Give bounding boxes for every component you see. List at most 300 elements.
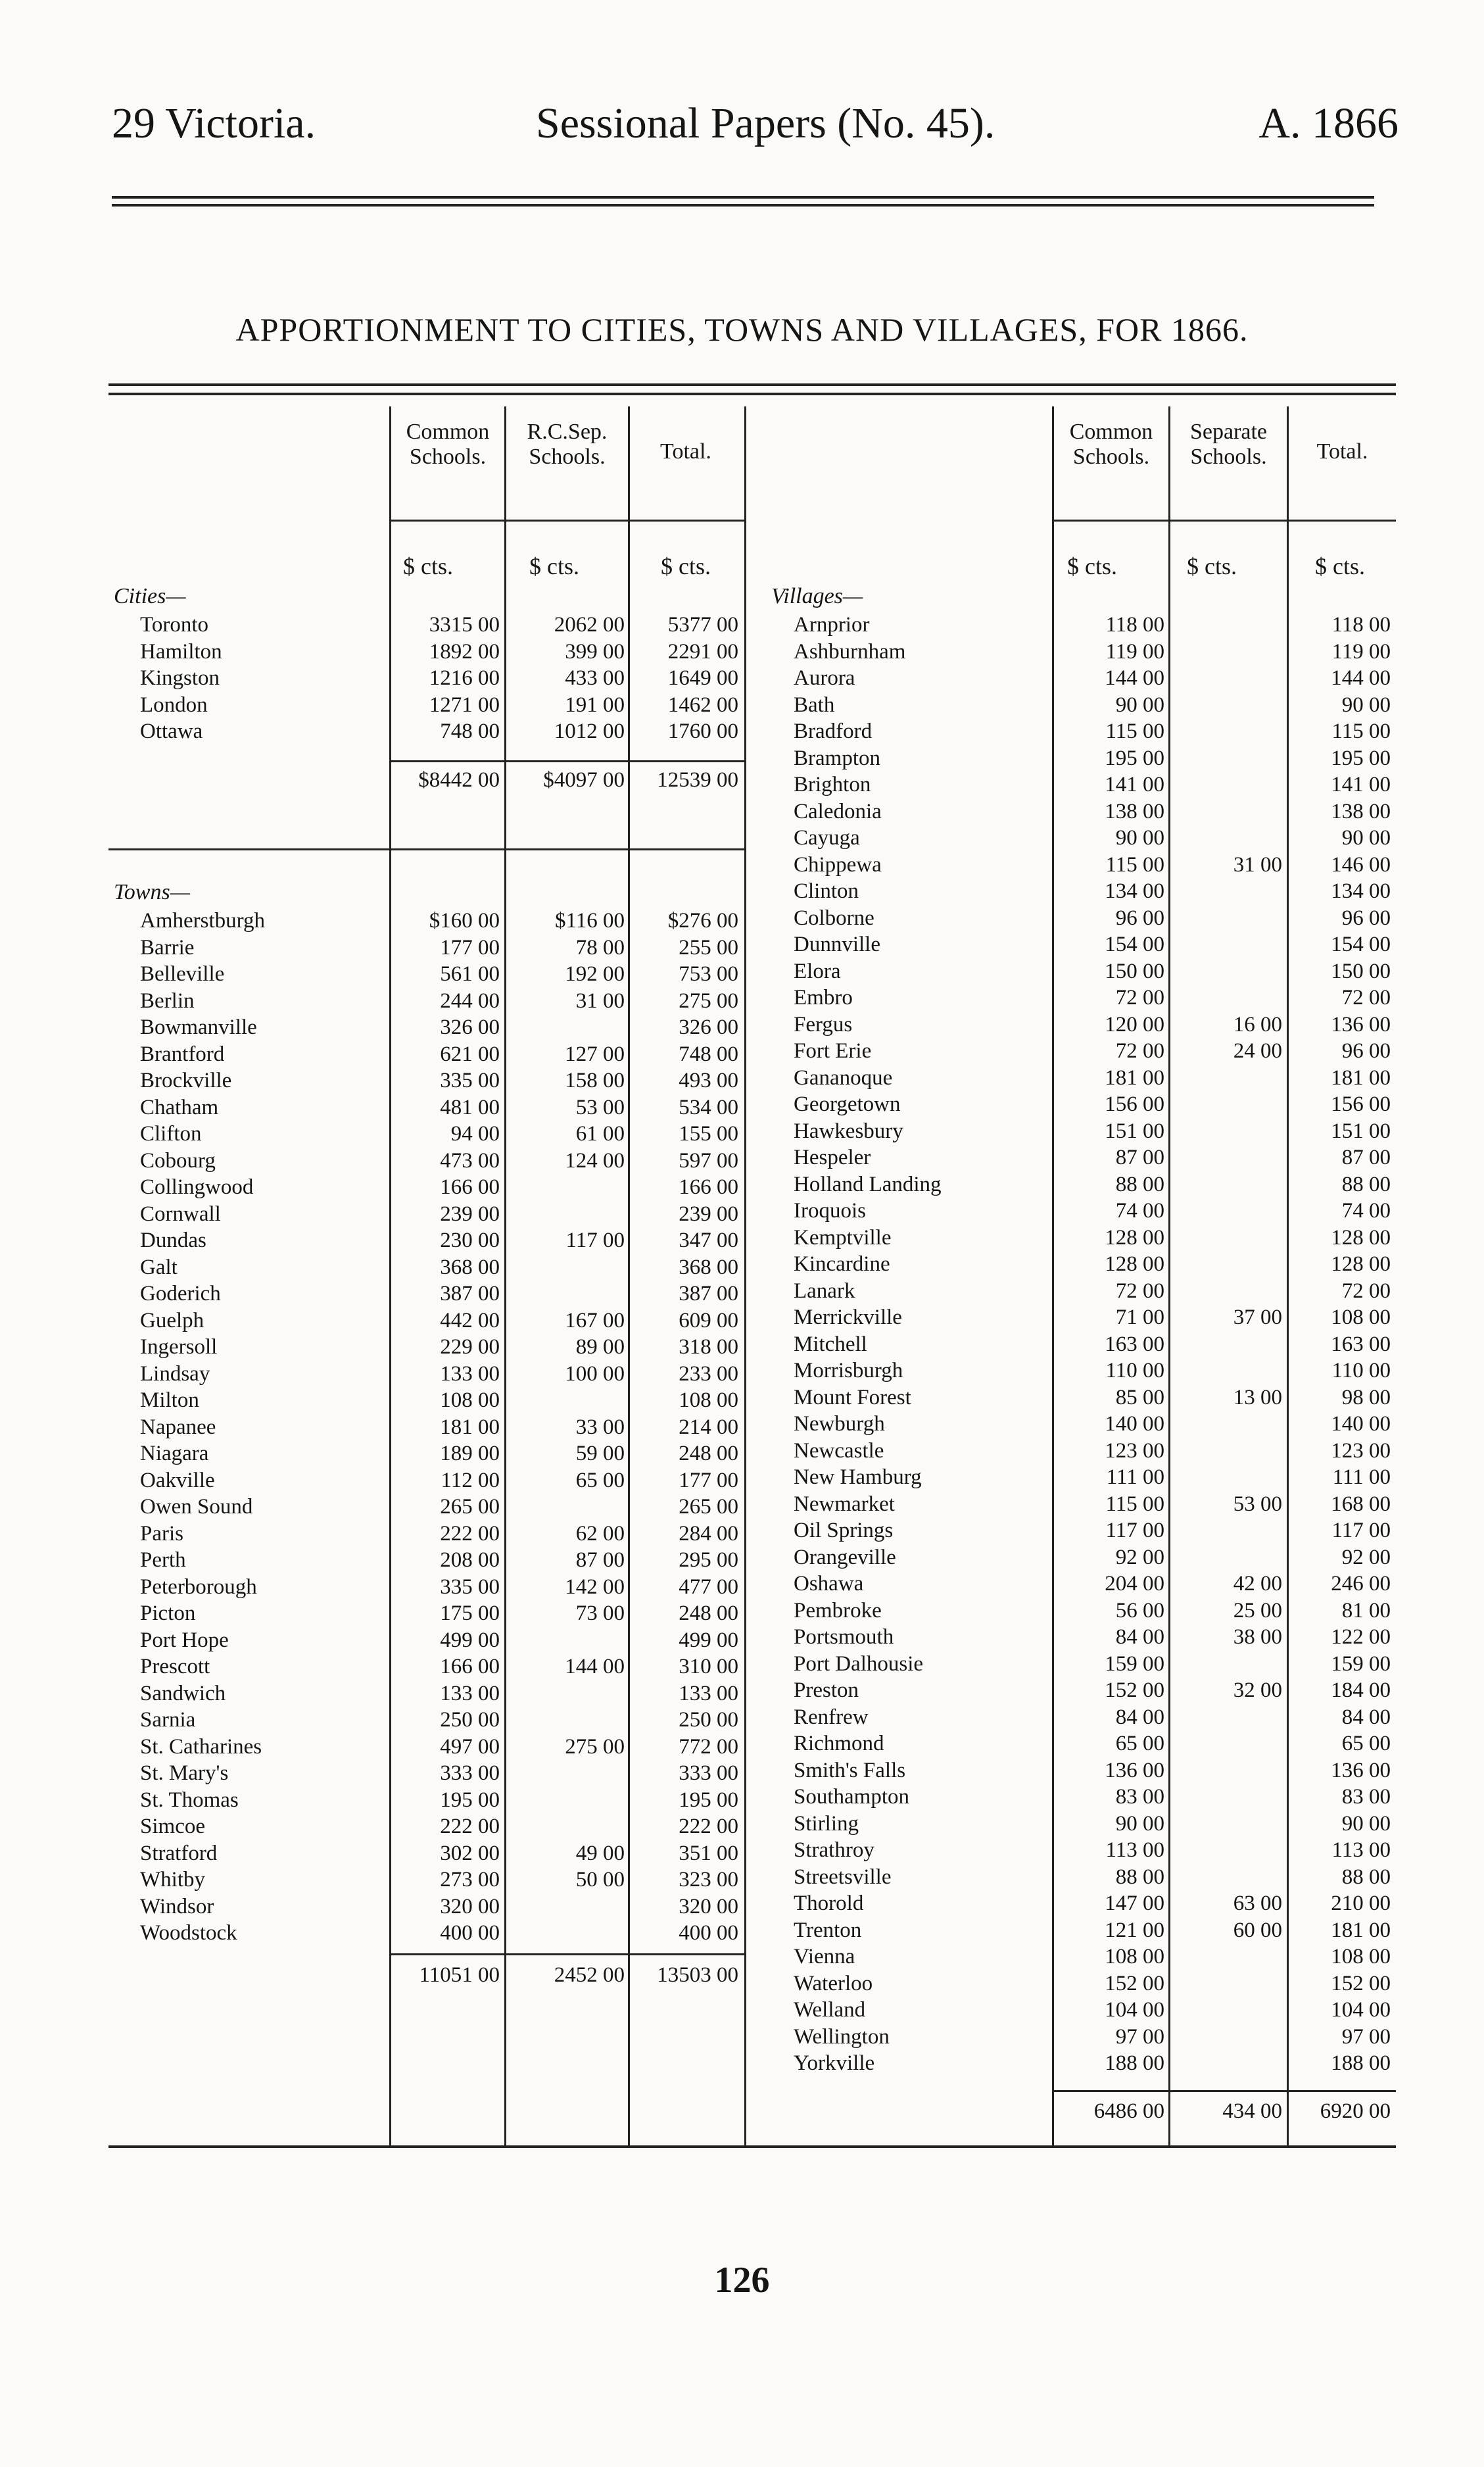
row-common: 144 00 — [1105, 666, 1164, 690]
table-row — [753, 1784, 1396, 1810]
row-total: 255 00 — [679, 935, 738, 960]
row-total: 239 00 — [679, 1202, 738, 1226]
row-name: Colborne — [794, 906, 874, 930]
row-common: 208 00 — [440, 1548, 500, 1572]
row-total: 597 00 — [679, 1148, 738, 1173]
row-total: 181 00 — [1331, 1065, 1391, 1090]
row-name: Bradford — [794, 720, 873, 743]
row-total: 152 00 — [1331, 1971, 1391, 1995]
row-name: Lanark — [794, 1279, 855, 1303]
table-row — [753, 1278, 1396, 1304]
row-common: 497 00 — [440, 1734, 500, 1759]
row-total: 387 00 — [679, 1282, 738, 1306]
row-name: Fort Erie — [794, 1039, 872, 1063]
col-header-common: Common Schools. — [406, 420, 490, 469]
row-total: 88 00 — [1341, 1172, 1391, 1196]
row-total: 168 00 — [1331, 1492, 1391, 1516]
table-row — [108, 1254, 744, 1281]
row-common: 65 00 — [1115, 1732, 1164, 1755]
row-total: 123 00 — [1331, 1438, 1391, 1463]
row-sep: 38 00 — [1233, 1625, 1282, 1649]
row-total: 90 00 — [1341, 693, 1391, 717]
row-total: 534 00 — [679, 1095, 738, 1119]
row-total: 368 00 — [679, 1255, 738, 1279]
row-total: 119 00 — [1331, 639, 1391, 664]
row-name: Georgetown — [794, 1092, 901, 1116]
row-name: Woodstock — [140, 1921, 237, 1945]
row-rc: 275 00 — [565, 1734, 625, 1759]
row-total: 156 00 — [1331, 1092, 1391, 1116]
row-sep: 37 00 — [1233, 1306, 1282, 1329]
row-rc: 192 00 — [565, 962, 625, 986]
table-row — [753, 1464, 1396, 1490]
table-row — [753, 1091, 1396, 1117]
row-total: 499 00 — [679, 1628, 738, 1652]
table-row — [753, 1411, 1396, 1437]
row-common: 120 00 — [1105, 1012, 1164, 1037]
row-name: Streetsville — [794, 1865, 892, 1889]
table-row — [753, 612, 1396, 638]
row-common: 133 00 — [440, 1681, 500, 1705]
table-row — [108, 1467, 744, 1494]
row-sep: 25 00 — [1233, 1598, 1282, 1623]
table-row — [753, 1598, 1396, 1624]
row-total: 265 00 — [679, 1495, 738, 1519]
row-common: 152 00 — [1105, 1971, 1164, 1995]
table-row — [753, 1331, 1396, 1357]
row-total: 108 00 — [1331, 1306, 1391, 1329]
row-common: 121 00 — [1105, 1918, 1164, 1942]
towns-total-common: 11051 00 — [419, 1963, 500, 1987]
row-rc: 33 00 — [575, 1415, 625, 1439]
row-name: Dundas — [140, 1229, 206, 1252]
row-name: Holland Landing — [794, 1172, 942, 1196]
unit-label: $ cts. — [1315, 553, 1365, 579]
row-common: 97 00 — [1115, 2024, 1164, 2049]
row-common: 499 00 — [440, 1628, 500, 1652]
row-common: $160 00 — [429, 909, 500, 933]
row-total: 214 00 — [679, 1415, 738, 1439]
table-row — [108, 1440, 744, 1467]
cities-total-row — [108, 767, 744, 793]
table-row — [108, 935, 744, 961]
row-total: 128 00 — [1331, 1225, 1391, 1250]
table-row — [108, 639, 744, 665]
row-name: Brockville — [140, 1069, 232, 1092]
table-row — [753, 1704, 1396, 1730]
row-name: Merrickville — [794, 1306, 902, 1329]
row-name: Newcastle — [794, 1438, 884, 1463]
row-total: 133 00 — [679, 1681, 738, 1705]
row-name: Collingwood — [140, 1175, 254, 1199]
row-rc: 127 00 — [565, 1042, 625, 1066]
row-total: 753 00 — [679, 962, 738, 986]
row-name: Galt — [140, 1255, 178, 1279]
cities-towns-table — [108, 406, 746, 2145]
table-row — [753, 1225, 1396, 1251]
row-total: 155 00 — [679, 1122, 738, 1146]
table-row — [108, 1201, 744, 1227]
row-total: 195 00 — [679, 1788, 738, 1812]
row-name: Smith's Falls — [794, 1758, 906, 1782]
row-name: Port Hope — [140, 1628, 229, 1652]
col-header-separate: Separate Schools. — [1189, 420, 1268, 469]
table-row — [753, 1544, 1396, 1571]
row-common: 94 00 — [450, 1122, 500, 1146]
table-row — [108, 1414, 744, 1440]
row-common: 320 00 — [440, 1894, 500, 1918]
row-name: Thorold — [794, 1892, 864, 1915]
row-common: 104 00 — [1105, 1998, 1164, 2022]
row-sep: 60 00 — [1233, 1918, 1282, 1942]
row-total: 90 00 — [1341, 1811, 1391, 1836]
section-rule — [108, 848, 746, 850]
row-common: 326 00 — [440, 1015, 500, 1039]
row-total: 140 00 — [1331, 1412, 1391, 1436]
row-name: New Hamburg — [794, 1465, 922, 1489]
table-row — [753, 1917, 1396, 1943]
row-name: Preston — [794, 1678, 859, 1702]
row-rc: 89 00 — [575, 1335, 625, 1359]
section-label-cities: Cities— — [114, 584, 186, 608]
row-total: $276 00 — [667, 909, 738, 933]
row-common: 177 00 — [440, 935, 500, 960]
row-name: Chippewa — [794, 852, 882, 877]
row-total: 233 00 — [679, 1361, 738, 1386]
row-common: 230 00 — [440, 1229, 500, 1252]
row-name: Ingersoll — [140, 1335, 218, 1359]
row-name: Iroquois — [794, 1199, 866, 1223]
col-header-total: Total. — [1316, 439, 1368, 464]
row-total: 326 00 — [679, 1015, 738, 1039]
table-row — [753, 1890, 1396, 1917]
row-total: 295 00 — [679, 1548, 738, 1572]
table-row — [753, 1038, 1396, 1064]
row-rc: 124 00 — [565, 1148, 625, 1173]
table-row — [108, 1148, 744, 1174]
row-name: Lindsay — [140, 1361, 210, 1386]
row-sep: 24 00 — [1233, 1039, 1282, 1063]
row-common: 400 00 — [440, 1921, 500, 1945]
row-name: Orangeville — [794, 1545, 896, 1569]
row-common: 151 00 — [1105, 1119, 1164, 1143]
table-row — [753, 1677, 1396, 1703]
table-row — [753, 931, 1396, 958]
table-row — [753, 1811, 1396, 1837]
table-row — [753, 2050, 1396, 2076]
row-common: 133 00 — [440, 1361, 500, 1386]
row-rc: 158 00 — [565, 1069, 625, 1092]
table-row — [108, 1707, 744, 1733]
row-common: 84 00 — [1115, 1705, 1164, 1729]
row-common: 222 00 — [440, 1521, 500, 1546]
table-row — [108, 692, 744, 718]
row-common: 481 00 — [440, 1095, 500, 1119]
row-total: 159 00 — [1331, 1651, 1391, 1676]
row-common: 239 00 — [440, 1202, 500, 1226]
row-total: 81 00 — [1341, 1598, 1391, 1623]
row-total: 72 00 — [1341, 986, 1391, 1010]
row-total: 108 00 — [679, 1388, 738, 1412]
table-row — [108, 612, 744, 638]
row-common: 88 00 — [1115, 1172, 1164, 1196]
row-common: 87 00 — [1115, 1146, 1164, 1169]
row-common: 159 00 — [1105, 1651, 1164, 1676]
row-name: Bowmanville — [140, 1015, 257, 1039]
row-name: Hamilton — [140, 639, 222, 664]
row-rc: 100 00 — [565, 1361, 625, 1386]
row-common: 96 00 — [1115, 906, 1164, 930]
row-common: 111 00 — [1106, 1465, 1164, 1489]
towns-total-total: 13503 00 — [657, 1963, 738, 1987]
row-name: Whitby — [140, 1868, 205, 1892]
section-label-villages: Villages— — [771, 584, 863, 608]
table-row — [108, 1307, 744, 1334]
villages-total-total: 6920 00 — [1320, 2099, 1391, 2123]
row-common: 115 00 — [1105, 852, 1164, 877]
row-name: Caledonia — [794, 799, 882, 823]
towns-total-rc: 2452 00 — [554, 1963, 625, 1987]
row-common: 188 00 — [1105, 2051, 1164, 2075]
row-total: 222 00 — [679, 1815, 738, 1838]
row-total: 1462 00 — [667, 693, 738, 717]
row-common: 128 00 — [1105, 1252, 1164, 1276]
row-total: 136 00 — [1331, 1012, 1391, 1037]
table-row — [753, 745, 1396, 771]
row-sep: 32 00 — [1233, 1678, 1282, 1702]
row-total: 111 00 — [1332, 1465, 1391, 1489]
row-name: Cayuga — [794, 826, 860, 850]
row-name: Napanee — [140, 1415, 216, 1439]
row-name: Arnprior — [794, 613, 870, 637]
row-name: Barrie — [140, 935, 195, 960]
table-row — [753, 1651, 1396, 1677]
table-row — [753, 852, 1396, 878]
row-name: Elora — [794, 959, 841, 983]
villages-total-separate: 434 00 — [1222, 2099, 1282, 2123]
row-common: 561 00 — [440, 962, 500, 986]
row-name: St. Thomas — [140, 1788, 239, 1812]
row-sep: 31 00 — [1233, 852, 1282, 877]
table-row — [108, 961, 744, 987]
row-total: 1760 00 — [667, 720, 738, 743]
table-row — [753, 771, 1396, 798]
row-common: 84 00 — [1115, 1625, 1164, 1649]
table-row — [753, 1943, 1396, 1970]
row-total: 104 00 — [1331, 1998, 1391, 2022]
table-row — [753, 905, 1396, 931]
row-common: 115 00 — [1105, 1492, 1164, 1516]
row-total: 141 00 — [1331, 773, 1391, 796]
row-total: 92 00 — [1341, 1545, 1391, 1569]
table-row — [108, 1760, 744, 1786]
row-common: 166 00 — [440, 1655, 500, 1678]
row-common: 175 00 — [440, 1601, 500, 1625]
row-common: 72 00 — [1115, 1279, 1164, 1303]
table-row — [108, 1840, 744, 1867]
row-total: 2291 00 — [667, 639, 738, 664]
row-common: 333 00 — [440, 1761, 500, 1785]
row-name: Belleville — [140, 962, 225, 986]
table-row — [108, 1920, 744, 1946]
row-rc: 87 00 — [575, 1548, 625, 1572]
table-row — [108, 1067, 744, 1094]
row-common: 204 00 — [1105, 1572, 1164, 1596]
row-total: 150 00 — [1331, 959, 1391, 983]
row-total: 144 00 — [1331, 666, 1391, 690]
row-total: 181 00 — [1331, 1918, 1391, 1942]
row-sep: 42 00 — [1233, 1572, 1282, 1596]
unit-label: $ cts. — [661, 553, 711, 579]
row-name: Port Dalhousie — [794, 1651, 924, 1676]
row-name: Portsmouth — [794, 1625, 894, 1649]
table-row — [108, 1227, 744, 1254]
table-row — [108, 1334, 744, 1360]
row-common: 1271 00 — [429, 693, 500, 717]
row-name: Brampton — [794, 746, 880, 770]
table-row — [108, 1547, 744, 1573]
row-name: Chatham — [140, 1095, 219, 1119]
row-total: 310 00 — [679, 1655, 738, 1678]
row-total: 177 00 — [679, 1468, 738, 1492]
row-name: Clinton — [794, 879, 859, 903]
row-common: 442 00 — [440, 1308, 500, 1332]
row-rc: 399 00 — [565, 639, 625, 664]
row-name: Aurora — [794, 666, 855, 690]
table-row — [753, 1997, 1396, 2023]
table-row — [753, 1198, 1396, 1224]
row-name: Simcoe — [140, 1815, 205, 1838]
header-rule — [112, 196, 1374, 199]
row-name: Morrisburgh — [794, 1359, 903, 1382]
row-total: 318 00 — [679, 1335, 738, 1359]
table-row — [753, 1517, 1396, 1544]
table-top-rule — [108, 383, 1396, 386]
cities-total-rc: $4097 00 — [543, 768, 625, 792]
row-total: 351 00 — [679, 1841, 738, 1865]
row-total: 128 00 — [1331, 1252, 1391, 1276]
table-row — [108, 1121, 744, 1147]
row-total: 166 00 — [679, 1175, 738, 1199]
table-row — [108, 1014, 744, 1040]
unit-label: $ cts. — [1187, 553, 1237, 579]
row-rc: $116 00 — [554, 909, 625, 933]
row-total: 195 00 — [1331, 746, 1391, 770]
table-row — [753, 1624, 1396, 1650]
row-total: 188 00 — [1331, 2051, 1391, 2075]
row-total: 163 00 — [1331, 1332, 1391, 1356]
row-name: St. Mary's — [140, 1761, 229, 1785]
row-common: 621 00 — [440, 1042, 500, 1066]
row-common: 74 00 — [1115, 1199, 1164, 1223]
row-rc: 78 00 — [575, 935, 625, 960]
row-common: 163 00 — [1105, 1332, 1164, 1356]
row-rc: 73 00 — [575, 1601, 625, 1625]
cities-total-common: $8442 00 — [418, 768, 500, 792]
header-underline — [391, 520, 746, 522]
table-row — [753, 1144, 1396, 1171]
row-common: 136 00 — [1105, 1758, 1164, 1782]
row-total: 609 00 — [679, 1308, 738, 1332]
row-common: 189 00 — [440, 1442, 500, 1465]
row-name: Owen Sound — [140, 1495, 253, 1519]
row-total: 113 00 — [1331, 1838, 1391, 1862]
subtotal-rule — [391, 760, 746, 762]
page-number: 126 — [714, 2260, 770, 2301]
row-name: Peterborough — [140, 1575, 257, 1599]
row-total: 146 00 — [1331, 852, 1391, 877]
row-rc: 50 00 — [575, 1868, 625, 1892]
table-row — [753, 958, 1396, 985]
row-name: Ottawa — [140, 720, 203, 743]
table-row — [108, 908, 744, 934]
row-sep: 63 00 — [1233, 1892, 1282, 1915]
row-total: 98 00 — [1341, 1385, 1391, 1409]
row-name: Cornwall — [140, 1202, 221, 1226]
row-name: Mount Forest — [794, 1385, 911, 1409]
row-name: Welland — [794, 1998, 866, 2022]
row-name: Kemptville — [794, 1225, 892, 1250]
row-name: Renfrew — [794, 1705, 869, 1729]
row-common: 85 00 — [1115, 1385, 1164, 1409]
header-underline — [1054, 520, 1396, 522]
table-row — [753, 692, 1396, 718]
row-name: Sandwich — [140, 1681, 226, 1705]
row-name: Windsor — [140, 1894, 214, 1918]
row-name: Niagara — [140, 1442, 209, 1465]
table-row — [753, 665, 1396, 691]
row-rc: 191 00 — [565, 693, 625, 717]
row-total: 284 00 — [679, 1521, 738, 1546]
row-rc: 142 00 — [565, 1575, 625, 1599]
row-total: 97 00 — [1341, 2024, 1391, 2049]
row-rc: 167 00 — [565, 1308, 625, 1332]
table-row — [753, 1438, 1396, 1464]
row-name: Newmarket — [794, 1492, 895, 1516]
row-name: Pembroke — [794, 1598, 882, 1623]
table-row — [753, 1970, 1396, 1997]
row-common: 166 00 — [440, 1175, 500, 1199]
row-name: Goderich — [140, 1282, 221, 1306]
row-name: St. Catharines — [140, 1734, 262, 1759]
table-row — [108, 1521, 744, 1547]
villages-total-common: 6486 00 — [1093, 2099, 1164, 2123]
table-row — [753, 1171, 1396, 1198]
page-title: APPORTIONMENT TO CITIES, TOWNS AND VILLAGES, FOR 1866. — [235, 311, 1249, 348]
row-total: 210 00 — [1331, 1892, 1391, 1915]
col-header-total: Total. — [660, 439, 711, 464]
table-row — [753, 639, 1396, 665]
row-common: 71 00 — [1115, 1306, 1164, 1329]
row-total: 248 00 — [679, 1601, 738, 1625]
row-common: 335 00 — [440, 1069, 500, 1092]
row-common: 302 00 — [440, 1841, 500, 1865]
row-common: 244 00 — [440, 989, 500, 1013]
table-row — [108, 1041, 744, 1067]
row-total: 323 00 — [679, 1868, 738, 1892]
row-name: Oakville — [140, 1468, 215, 1492]
row-total: 400 00 — [679, 1921, 738, 1945]
row-name: Hawkesbury — [794, 1119, 903, 1143]
row-total: 110 00 — [1331, 1359, 1391, 1382]
table-bottom-rule — [108, 2145, 1396, 2148]
row-name: Richmond — [794, 1732, 884, 1755]
row-name: Stratford — [140, 1841, 218, 1865]
table-row — [108, 1734, 744, 1760]
row-common: 156 00 — [1105, 1092, 1164, 1116]
row-total: 138 00 — [1331, 799, 1391, 823]
table-row — [108, 718, 744, 745]
